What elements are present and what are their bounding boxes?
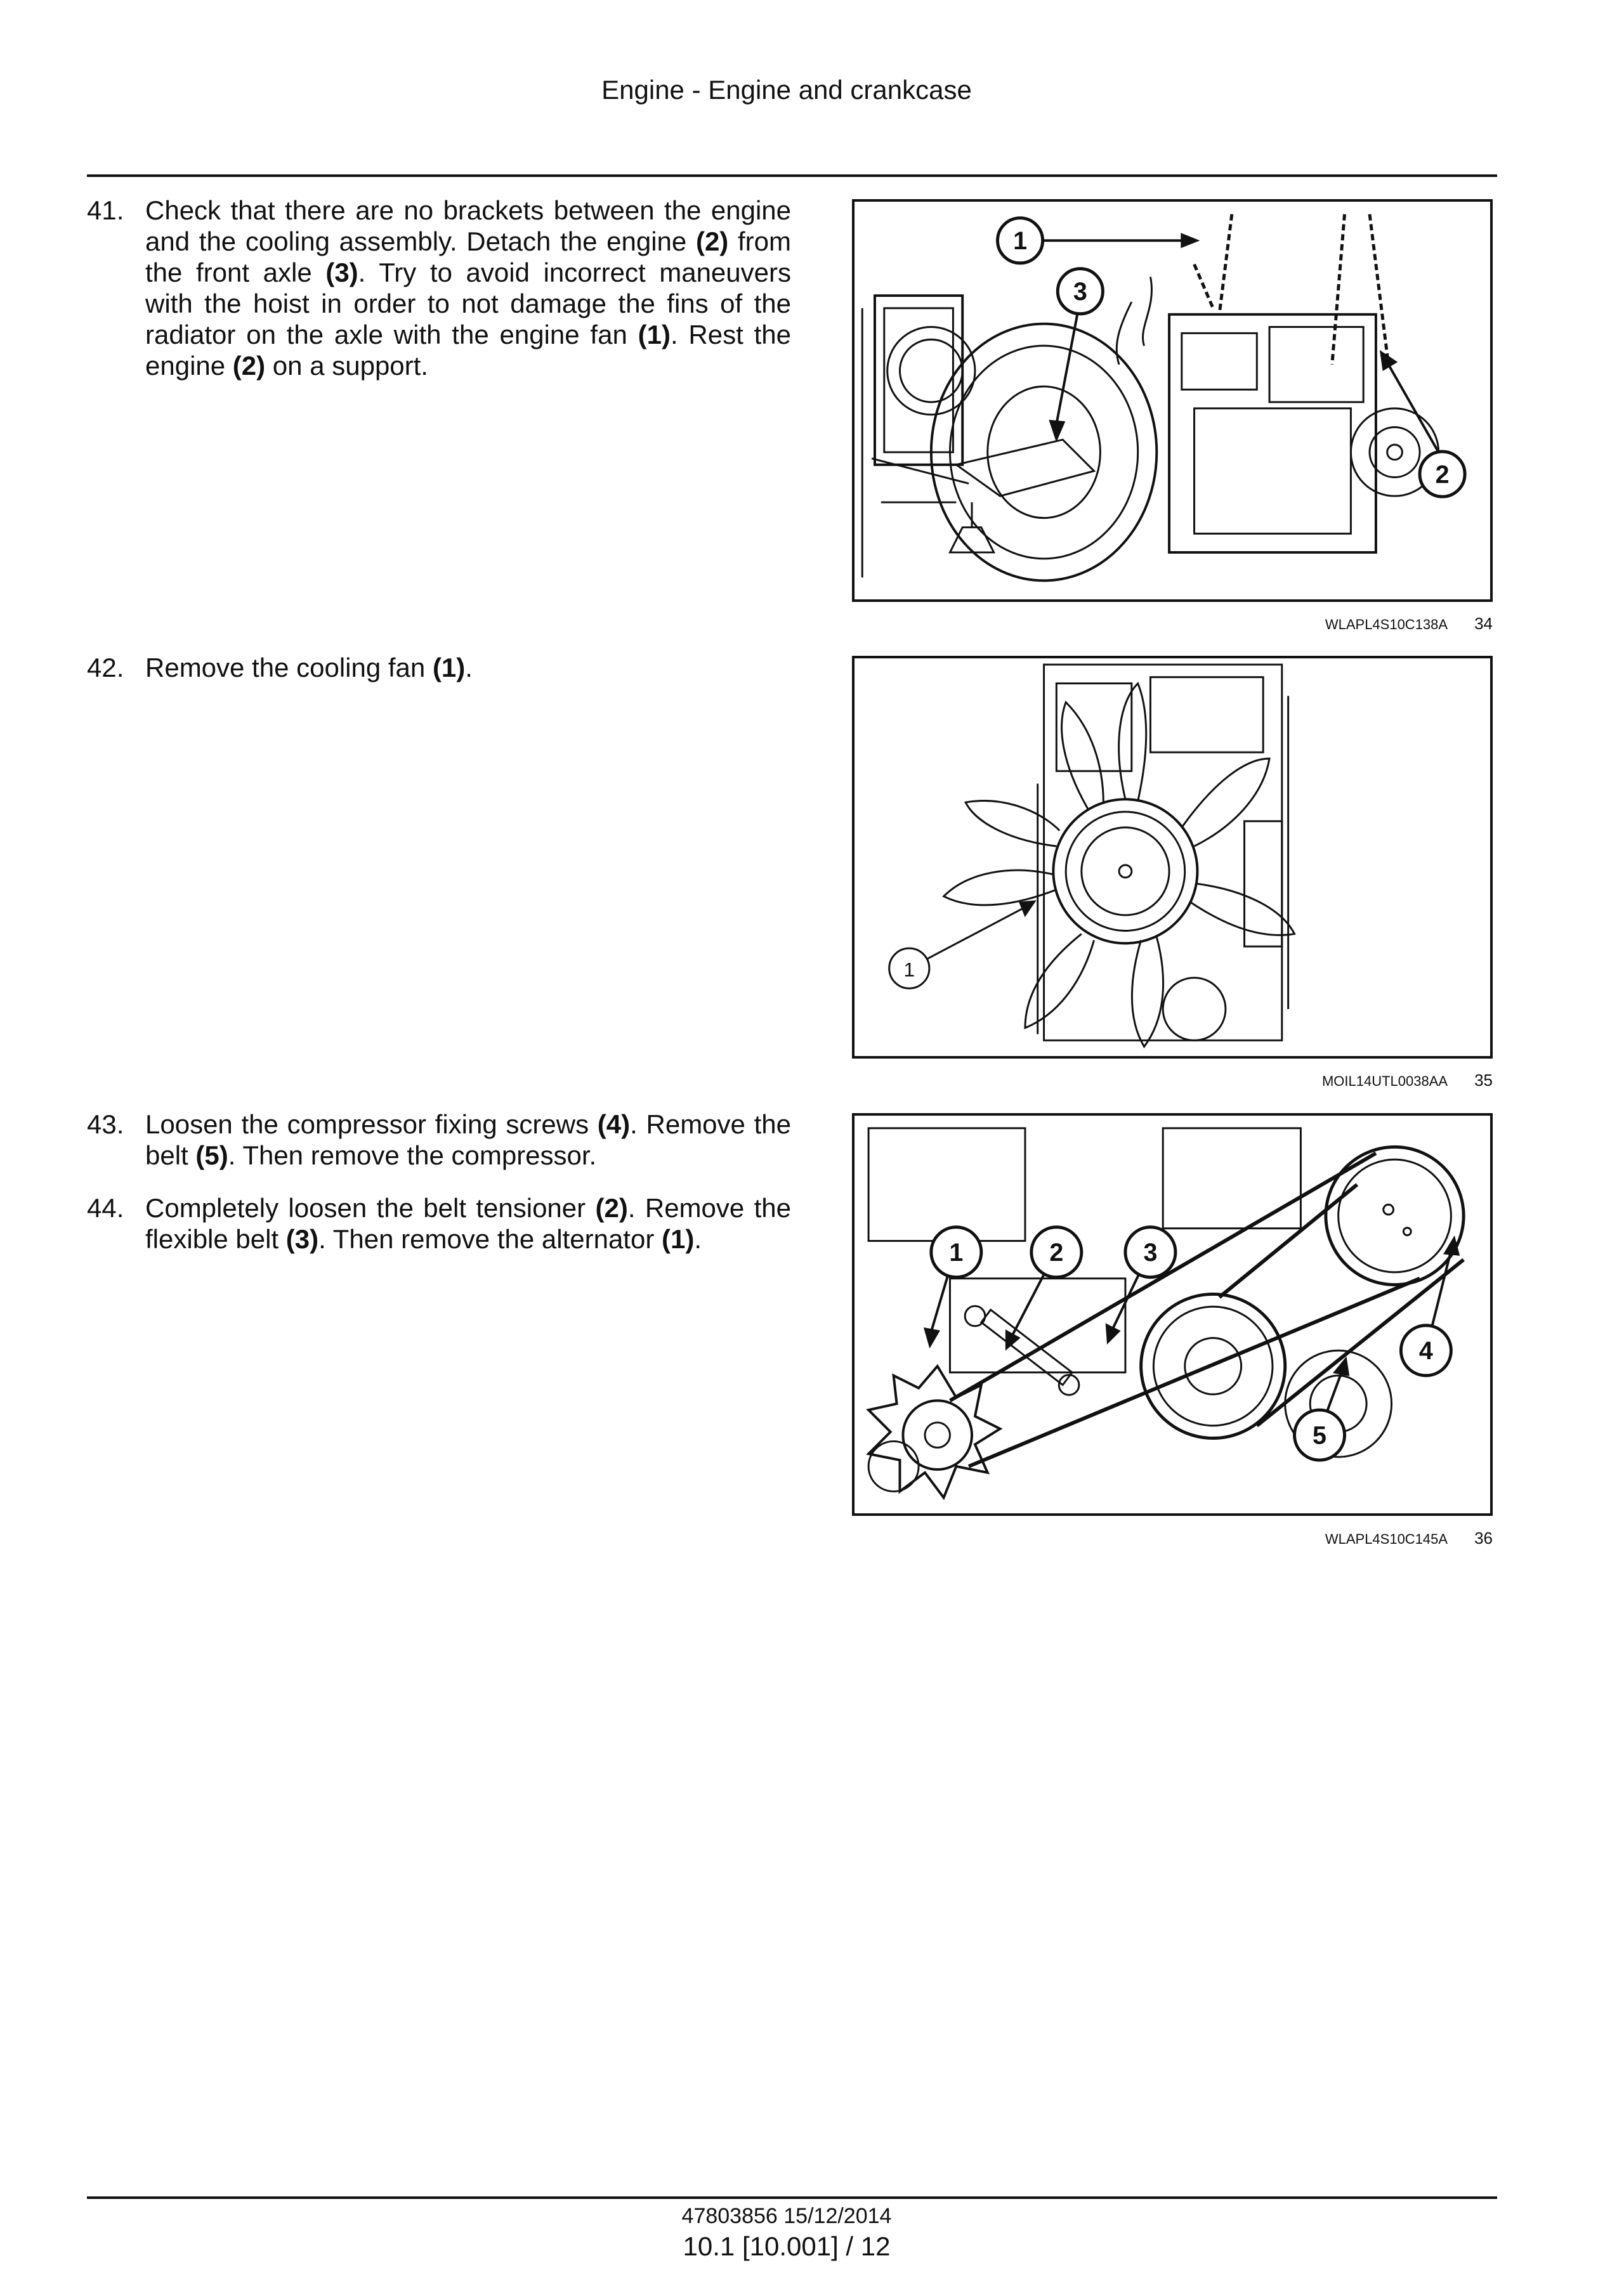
step-text-segment: . <box>465 653 473 682</box>
callout-3 <box>1125 1227 1175 1277</box>
step-text-segment: . Then remove the alternator <box>318 1224 662 1254</box>
step-42 <box>87 652 791 683</box>
figure-code: WLAPL4S10C145A <box>1325 1531 1448 1547</box>
callout-1 <box>998 218 1043 263</box>
step-number: 43. <box>87 1109 124 1139</box>
step-text <box>145 652 791 683</box>
callout-1 <box>931 1227 981 1277</box>
step-text <box>145 1192 791 1255</box>
belt-drawing <box>950 1153 1464 1466</box>
callout-4 <box>1401 1326 1451 1376</box>
figure-number: 35 <box>1474 1071 1493 1090</box>
figure-cooling-fan <box>852 656 1493 1059</box>
svg-text:2: 2 <box>1435 460 1450 489</box>
item-reference: (2) <box>595 1193 628 1223</box>
step-number: 44. <box>87 1193 124 1223</box>
engine-drawing <box>1116 214 1438 552</box>
fan-drawing <box>944 683 1295 1047</box>
step-text-segment: . Try to avoid incorrect maneuvers with the hoist in order to not damage the fins of the radiator on the axle with the engine fan <box>145 258 791 349</box>
figure-number: 36 <box>1474 1529 1493 1548</box>
figure-caption-35 <box>852 1071 1493 1090</box>
compressor-drawing <box>1326 1147 1464 1284</box>
item-reference: (1) <box>662 1224 695 1254</box>
step-text-segment: Completely loosen the belt tensioner <box>145 1193 596 1223</box>
figure-code: MOIL14UTL0038AA <box>1321 1073 1448 1089</box>
figure-caption-34 <box>852 614 1493 634</box>
step-number: 42. <box>87 653 124 682</box>
item-reference: (3) <box>325 258 358 287</box>
callout-2 <box>1031 1227 1082 1277</box>
figure-number: 34 <box>1474 614 1493 633</box>
callout-3 <box>1058 269 1103 314</box>
step-number: 41. <box>87 195 124 225</box>
item-reference: (1) <box>432 653 466 682</box>
step-43 <box>87 1109 791 1171</box>
step-text-segment: Loosen the compressor fixing screws <box>145 1109 598 1139</box>
figure-engine-hoist <box>852 199 1493 602</box>
svg-text:1: 1 <box>949 1239 964 1267</box>
step-text-segment: . <box>694 1224 702 1254</box>
step-41 <box>87 195 791 381</box>
footer-divider <box>87 2196 1497 2199</box>
item-reference: (3) <box>285 1224 319 1254</box>
step-text <box>145 1109 791 1171</box>
svg-text:1: 1 <box>903 958 915 981</box>
step-text-segment: . Remove the belt <box>145 1109 791 1170</box>
header-divider <box>87 174 1497 177</box>
footer-document-id: 47803856 15/12/2014 <box>681 2204 892 2228</box>
page-header-title: Engine - Engine and crankcase <box>601 75 972 105</box>
alternator-pulley-drawing <box>868 1366 1000 1497</box>
figure-code: WLAPL4S10C138A <box>1325 616 1448 632</box>
figure-belt-drive <box>852 1113 1493 1516</box>
step-text-segment: . Remove the flexible belt <box>145 1193 791 1254</box>
svg-text:1: 1 <box>1013 227 1028 256</box>
step-text-segment: Remove the cooling fan <box>145 653 433 682</box>
item-reference: (2) <box>695 226 729 256</box>
svg-text:3: 3 <box>1143 1239 1158 1267</box>
step-text-segment: . Then remove the compressor. <box>228 1140 597 1170</box>
callout-2 <box>1420 452 1465 497</box>
item-reference: (4) <box>597 1109 631 1139</box>
step-text-segment: on a support. <box>265 351 428 381</box>
item-reference: (5) <box>195 1140 228 1170</box>
svg-text:2: 2 <box>1049 1239 1064 1267</box>
footer-page-number: 10.1 [10.001] / 12 <box>683 2231 891 2261</box>
item-reference: (2) <box>232 351 266 381</box>
callout-5 <box>1295 1410 1345 1460</box>
step-text-segment: Check that there are no brackets between the engine and the cooling assembly. Detach the engine <box>145 195 791 256</box>
step-text <box>145 195 791 381</box>
callout-1 <box>889 948 929 988</box>
step-44 <box>87 1192 791 1255</box>
step-text-segment: from the front axle <box>145 226 791 287</box>
svg-text:4: 4 <box>1418 1337 1433 1366</box>
step-text-segment: . Rest the engine <box>145 320 791 381</box>
svg-text:5: 5 <box>1313 1421 1327 1450</box>
item-reference: (1) <box>638 320 671 349</box>
svg-text:3: 3 <box>1073 278 1087 306</box>
figure-caption-36 <box>852 1529 1493 1548</box>
